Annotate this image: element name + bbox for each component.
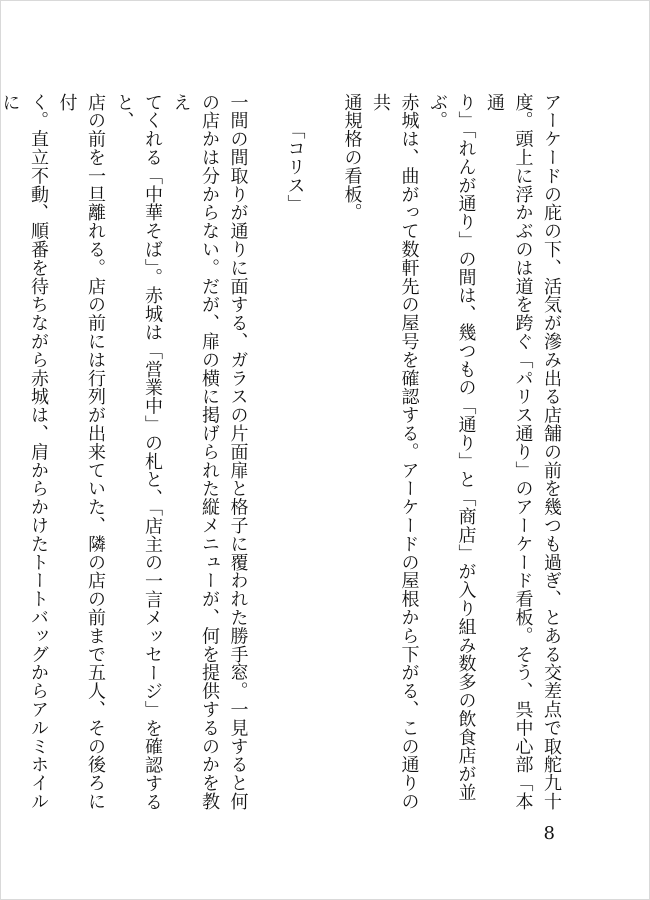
paragraph-spacer [309,93,338,821]
body-text [0,93,565,821]
paragraph-shop: 一間の間取りが通りに面する、ガラスの片面扉と格子に覆われた勝手窓。一見すると何 の店かは分からない。だが、扉の横に掲げられた縦メニューが、何を提供するのかを教え てくれる「中華そば」。赤城は「営業中」の札と、「店主の一言メッセージ」を確認すると、 店の前を一旦離れる。店の前には行列が出来ていた、隣の店の前まで五人、その後ろに付 く。直立不動、順番を待ちながら赤城は、肩からかけたトートバッグからアルミホイルに [0,93,249,811]
page-number: 8 [543,823,555,844]
paragraph-spacer [252,93,281,821]
shop-name-heading: 「コリス」 [284,121,306,213]
paragraph-arcade: アーケードの庇の下、活気が滲み出る店舗の前を幾つも過ぎ、とある交差点で取舵九十 度。頭上に浮かぶのは道を跨ぐ「パリス通り」のアーケード看板。そう、呉中心部「本通 り」「れんが通り」の間は、幾つもの「通り」と「商店」が入り組み数多の飲食店が並ぶ。 赤城は、曲がって数軒先の屋号を確認する。アーケードの屋根から下がる、この通りの共 通規格の看板。 [341,93,562,811]
